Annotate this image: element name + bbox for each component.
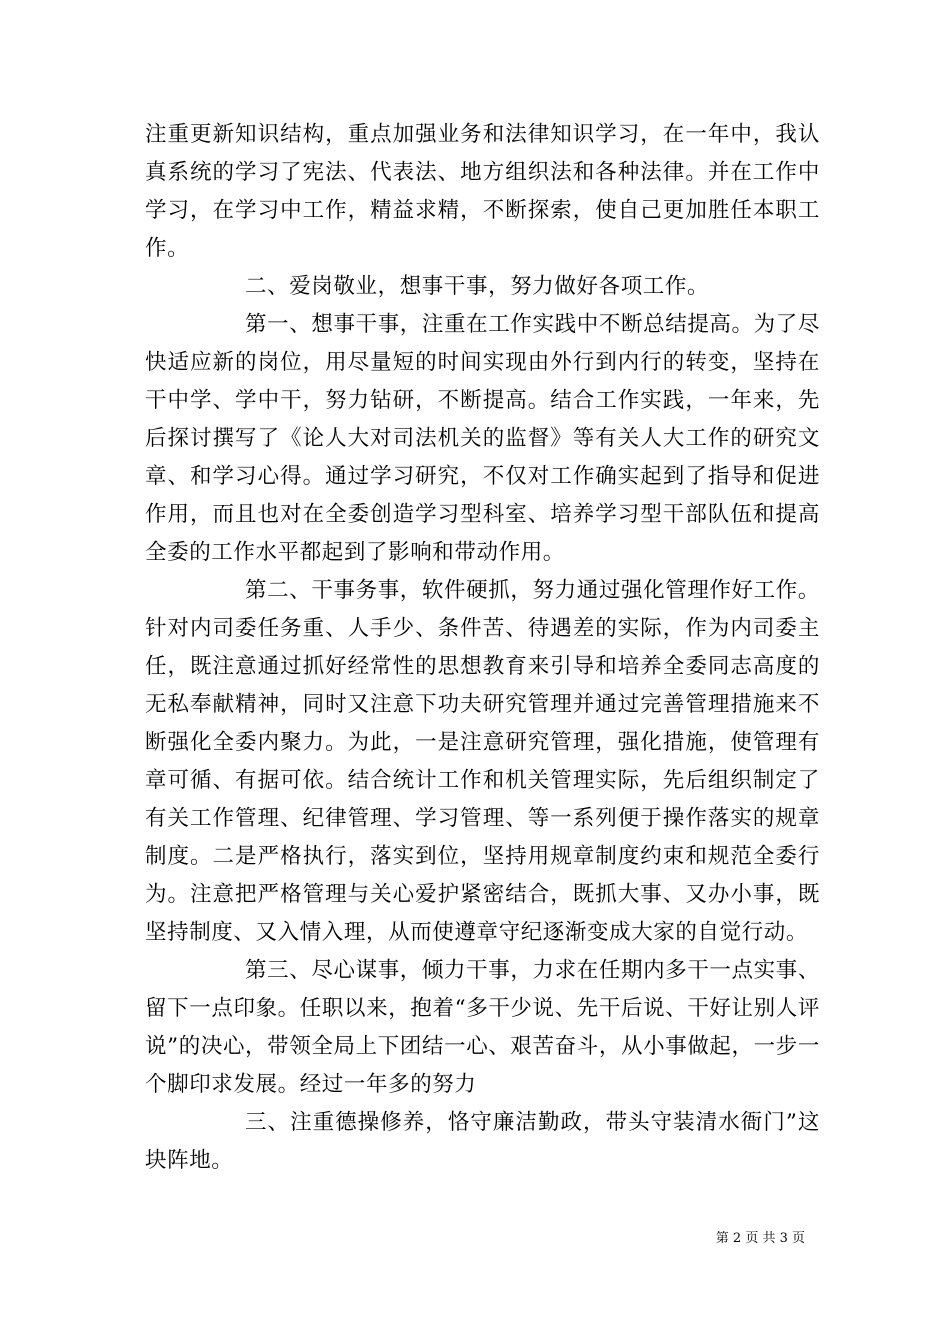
paragraph-6: 三、注重德操修养，恪守廉洁勤政，带头守装清水衙门”这块阵地。 <box>145 1110 820 1173</box>
page-number-footer: 第 2 页 共 3 页 <box>715 1231 805 1246</box>
paragraph-5: 第三、尽心谋事，倾力干事，力求在任期内多干一点实事、留下一点印象。任职以来，抱着“多干少说、先干后说、干好让别人评说”的决心，带领全局上下团结一心、艰苦奋斗，从小事做起，一步一个脚印求发展。经过一年多的努力 <box>145 958 820 1097</box>
document-body <box>145 116 820 1180</box>
paragraph-3: 第一、想事干事，注重在工作实践中不断总结提高。为了尽快适应新的岗位，用尽量短的时间实现由外行到内行的转变，坚持在干中学、学中干，努力钻研，不断提高。结合工作实践，一年来，先后探讨撰写了《论人大对司法机关的监督》等有关人大工作的研究文章、和学习心得。通过学习研究，不仅对工作确实起到了指导和促进作用，而且也对在全委创造学习型科室、培养学习型干部队伍和提高全委的工作水平都起到了影响和带动作用。 <box>145 312 820 565</box>
paragraph-1: 注重更新知识结构，重点加强业务和法律知识学习，在一年中，我认真系统的学习了宪法、代表法、地方组织法和各种法律。并在工作中学习，在学习中工作，精益求精，不断探索，使自己更加胜任本职工作。 <box>145 122 820 261</box>
paragraph-2: 二、爱岗敬业，想事干事，努力做好各项工作。 <box>245 274 710 299</box>
paragraph-4: 第二、干事务事，软件硬抓，努力通过强化管理作好工作。针对内司委任务重、人手少、条件苦、待遇差的实际，作为内司委主任，既注意通过抓好经常性的思想教育来引导和培养全委同志高度的无私奉献精神，同时又注意下功夫研究管理并通过完善管理措施来不断强化全委内聚力。为此，一是注意研究管理，强化措施，使管理有章可循、有据可依。结合统计工作和机关管理实际，先后组织制定了有关工作管理、纪律管理、学习管理、等一系列便于操作落实的规章制度。二是严格执行，落实到位，坚持用规章制度约束和规范全委行为。注意把严格管理与关心爱护紧密结合，既抓大事、又办小事，既坚持制度、又入情入理，从而使遵章守纪逐渐变成大家的自觉行动。 <box>145 578 820 945</box>
